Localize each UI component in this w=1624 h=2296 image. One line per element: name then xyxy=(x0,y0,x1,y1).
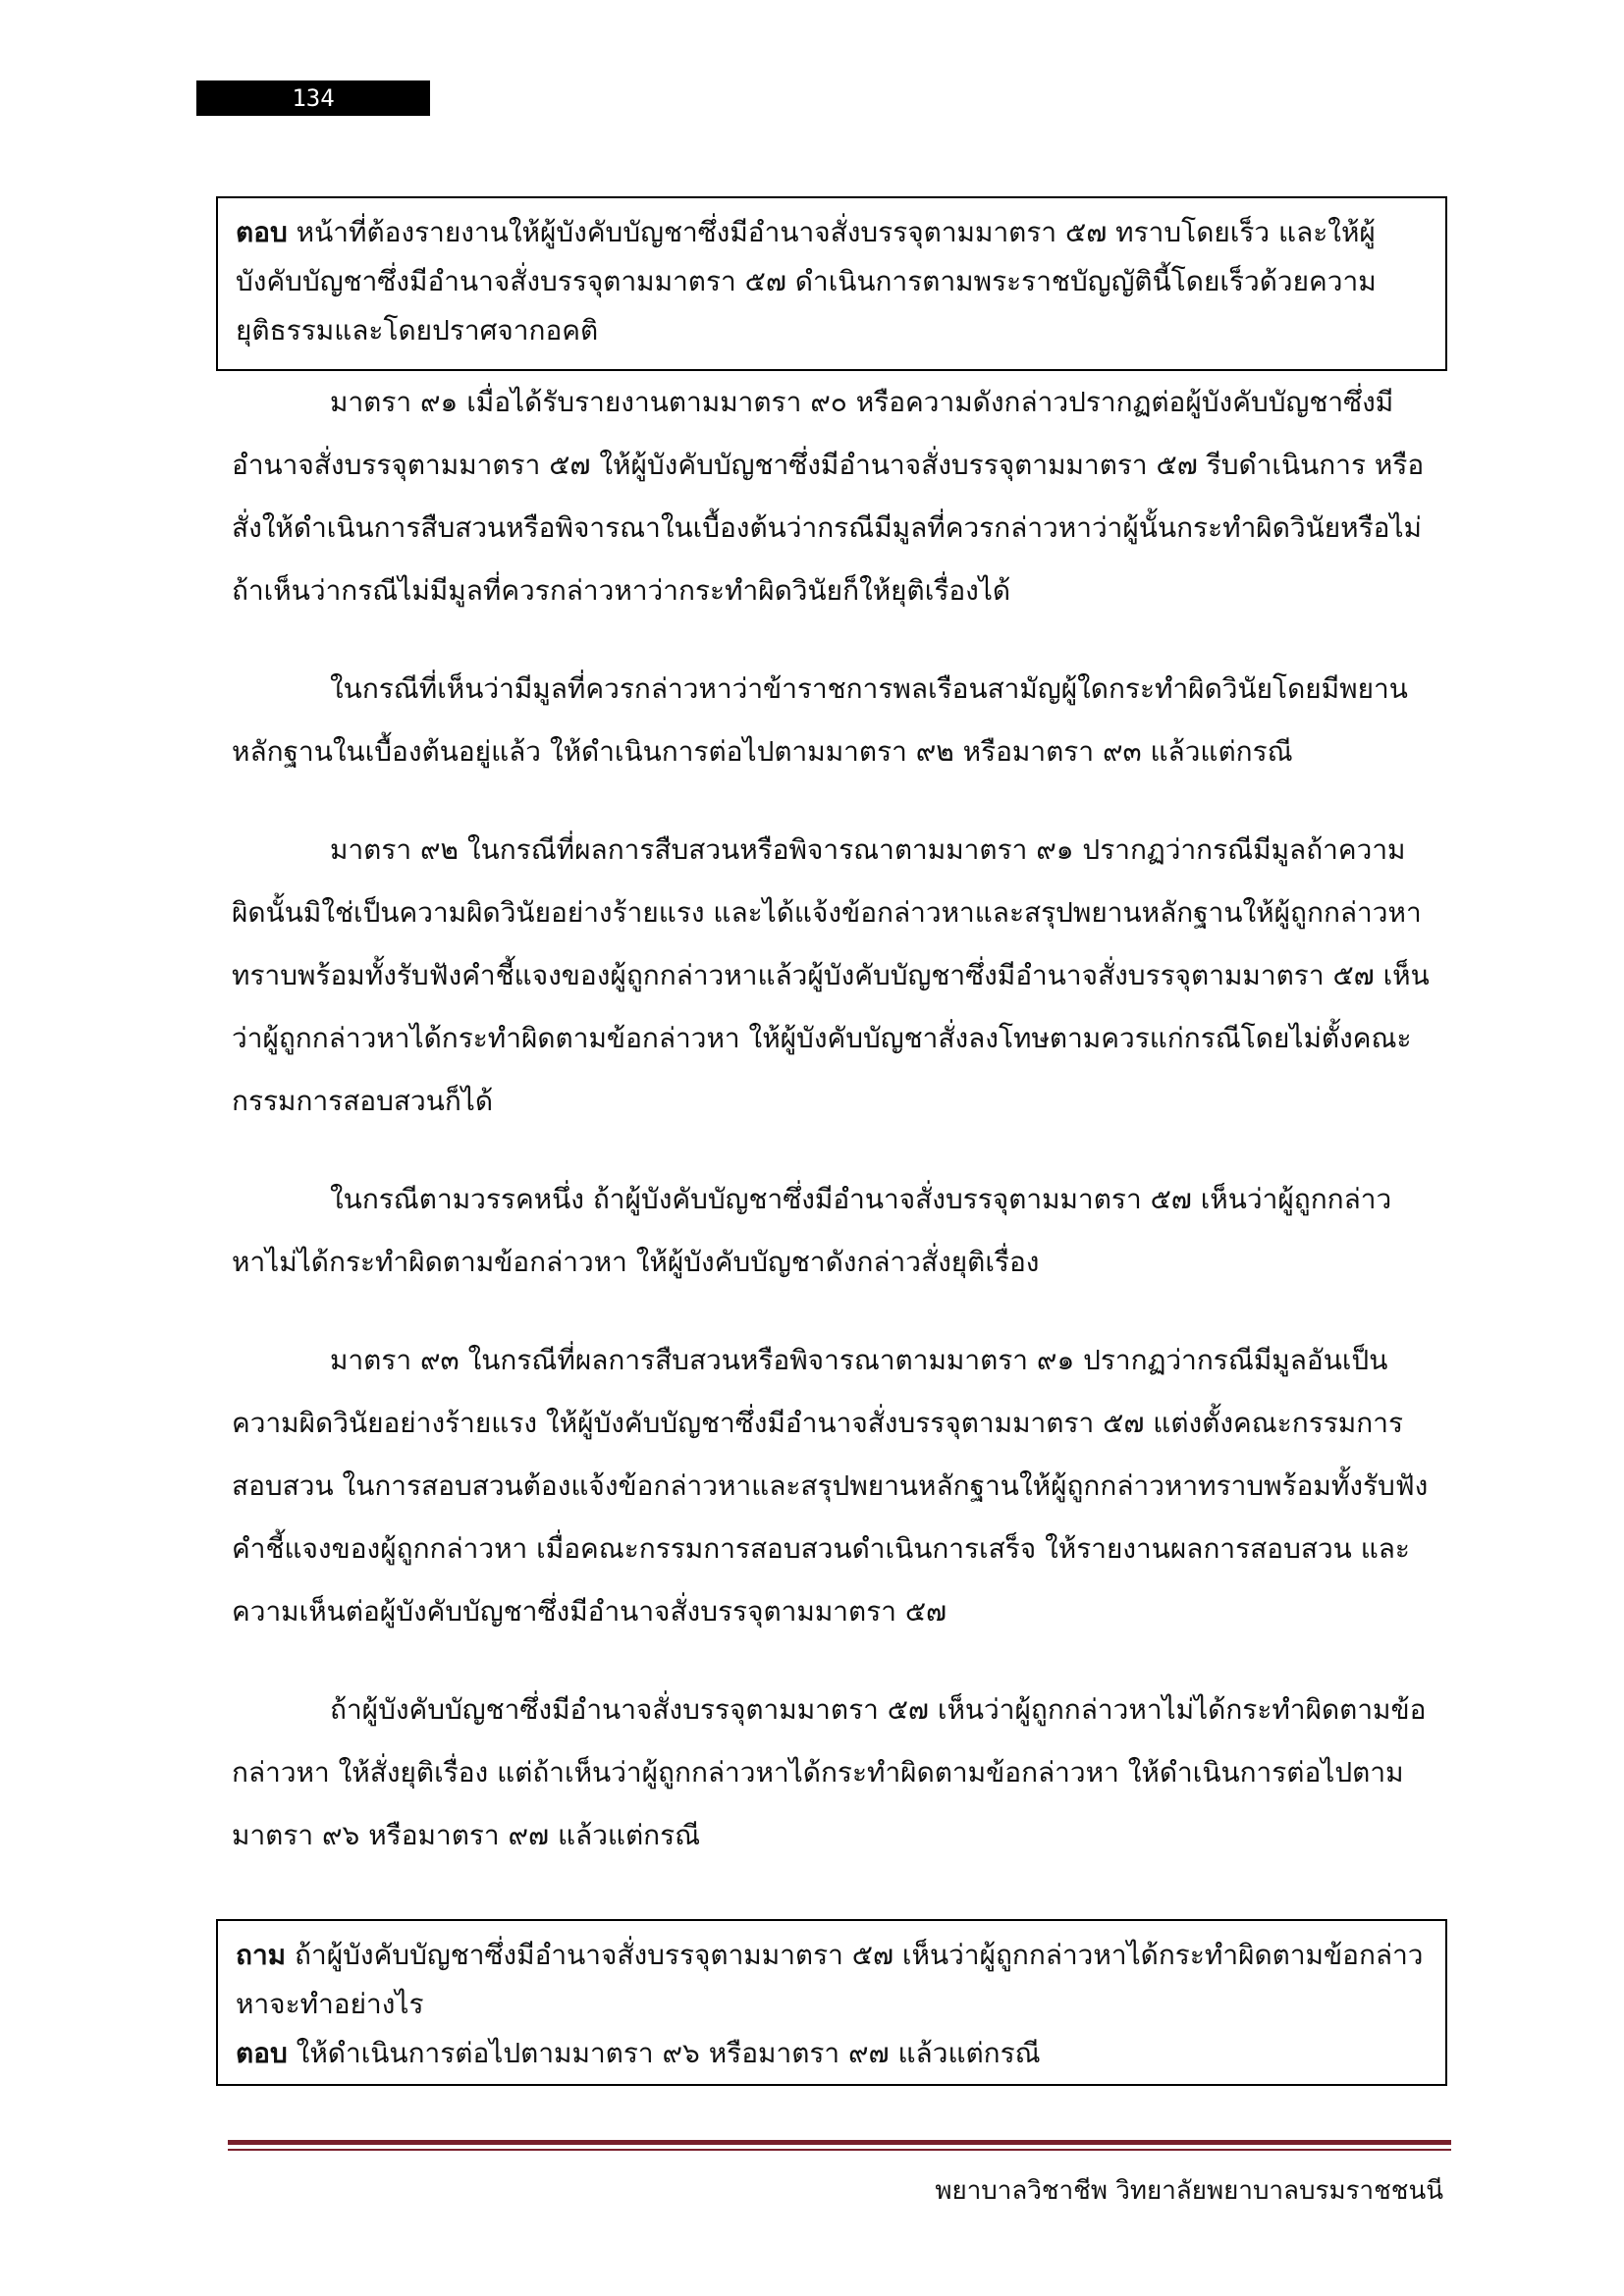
answer-box xyxy=(216,196,1447,371)
question-answer-box xyxy=(216,1919,1447,2086)
paragraph-section-93-clause-2: ถ้าผู้บังคับบัญชาซึ่งมีอำนาจสั่งบรรจุตามมาตรา ๕๗ เห็นว่าผู้ถูกกล่าวหาไม่ได้กระทำผิดตามข้อกล่าวหา ให้สั่งยุติเรื่อง แต่ถ้าเห็นว่าผู้ถูกกล่าวหาได้กระทำผิดตามข้อกล่าวหา ให้ดำเนินการต่อไปตามมาตรา ๙๖ หรือมาตรา ๙๗ แล้วแต่กรณี xyxy=(232,1693,1427,1851)
question-text: ถ้าผู้บังคับบัญชาซึ่งมีอำนาจสั่งบรรจุตามมาตรา ๕๗ เห็นว่าผู้ถูกกล่าวหาได้กระทำผิดตามข้อกล่าวหาจะทำอย่างไร xyxy=(236,1939,1424,2020)
answer-paragraph xyxy=(236,208,1428,355)
paragraph-section-92: มาตรา ๙๒ ในกรณีที่ผลการสืบสวนหรือพิจารณาตามมาตรา ๙๑ ปรากฏว่ากรณีมีมูลถ้าความผิดนั้นมิใช่เป็นความผิดวินัยอย่างร้ายแรง และได้แจ้งข้อกล่าวหาและสรุปพยานหลักฐานให้ผู้ถูกกล่าวหาทราบพร้อมทั้งรับฟังคำชี้แจงของผู้ถูกกล่าวหาแล้วผู้บังคับบัญชาซึ่งมีอำนาจสั่งบรรจุตามมาตรา ๕๗ เห็นว่าผู้ถูกกล่าวหาได้กระทำผิดตามข้อกล่าวหา ให้ผู้บังคับบัญชาสั่งลงโทษตามควรแก่กรณีโดยไม่ตั้งคณะกรรมการสอบสวนก็ได้ xyxy=(232,833,1430,1117)
paragraph-section-91: มาตรา ๙๑ เมื่อได้รับรายงานตามมาตรา ๙๐ หรือความดังกล่าวปรากฏต่อผู้บังคับบัญชาซึ่งมีอำนาจสั่งบรรจุตามมาตรา ๕๗ ให้ผู้บังคับบัญชาซึ่งมีอำนาจสั่งบรรจุตามมาตรา ๕๗ รีบดำเนินการ หรือสั่งให้ดำเนินการสืบสวนหรือพิจารณาในเบื้องต้นว่ากรณีมีมูลที่ควรกล่าวหาว่าผู้นั้นกระทำผิดวินัยหรือไม่ ถ้าเห็นว่ากรณีไม่มีมูลที่ควรกล่าวหาว่ากระทำผิดวินัยก็ให้ยุติเรื่องได้ xyxy=(232,386,1425,607)
paragraph-section-92-clause-2: ในกรณีตามวรรคหนึ่ง ถ้าผู้บังคับบัญชาซึ่งมีอำนาจสั่งบรรจุตามมาตรา ๕๗ เห็นว่าผู้ถูกกล่าวหาไม่ได้กระทำผิดตามข้อกล่าวหา ให้ผู้บังคับบัญชาดังกล่าวสั่งยุติเรื่อง xyxy=(232,1183,1392,1278)
body-text xyxy=(232,371,1435,1902)
footer-divider-thin xyxy=(228,2149,1451,2151)
answer-label-2: ตอบ xyxy=(236,2037,288,2069)
page-number: 134 xyxy=(196,80,430,116)
answer-text: หน้าที่ต้องรายงานให้ผู้บังคับบัญชาซึ่งมีอำนาจสั่งบรรจุตามมาตรา ๕๗ ทราบโดยเร็ว และให้ผู้บังคับบัญชาซึ่งมีอำนาจสั่งบรรจุตามมาตรา ๕๗ ดำเนินการตามพระราชบัญญัตินี้โดยเร็วด้วยความยุติธรรมและโดยปราศจากอคติ xyxy=(236,216,1377,347)
footer-divider-thick xyxy=(228,2140,1451,2145)
paragraph-section-91-clause-2: ในกรณีที่เห็นว่ามีมูลที่ควรกล่าวหาว่าข้าราชการพลเรือนสามัญผู้ใดกระทำผิดวินัยโดยมีพยานหลักฐานในเบื้องต้นอยู่แล้ว ให้ดำเนินการต่อไปตามมาตรา ๙๒ หรือมาตรา ๙๓ แล้วแต่กรณี xyxy=(232,672,1408,768)
answer-text-2: ให้ดำเนินการต่อไปตามมาตรา ๙๖ หรือมาตรา ๙๗ แล้วแต่กรณี xyxy=(287,2037,1041,2069)
question-label: ถาม xyxy=(236,1939,287,1971)
question-paragraph xyxy=(236,1931,1428,2029)
paragraph-section-93: มาตรา ๙๓ ในกรณีที่ผลการสืบสวนหรือพิจารณาตามมาตรา ๙๑ ปรากฏว่ากรณีมีมูลอันเป็นความผิดวินัยอย่างร้ายแรง ให้ผู้บังคับบัญชาซึ่งมีอำนาจสั่งบรรจุตามมาตรา ๕๗ แต่งตั้งคณะกรรมการสอบสวน ในการสอบสวนต้องแจ้งข้อกล่าวหาและสรุปพยานหลักฐานให้ผู้ถูกกล่าวหาทราบพร้อมทั้งรับฟังคำชี้แจงของผู้ถูกกล่าวหา เมื่อคณะกรรมการสอบสวนดำเนินการเสร็จ ให้รายงานผลการสอบสวน และความเห็นต่อผู้บังคับบัญชาซึ่งมีอำนาจสั่งบรรจุตามมาตรา ๕๗ xyxy=(232,1344,1429,1628)
answer-paragraph-2 xyxy=(236,2029,1428,2078)
answer-label: ตอบ xyxy=(236,216,288,248)
footer-text: พยาบาลวิชาชีพ วิทยาลัยพยาบาลบรมราชชนนี xyxy=(935,2176,1443,2206)
